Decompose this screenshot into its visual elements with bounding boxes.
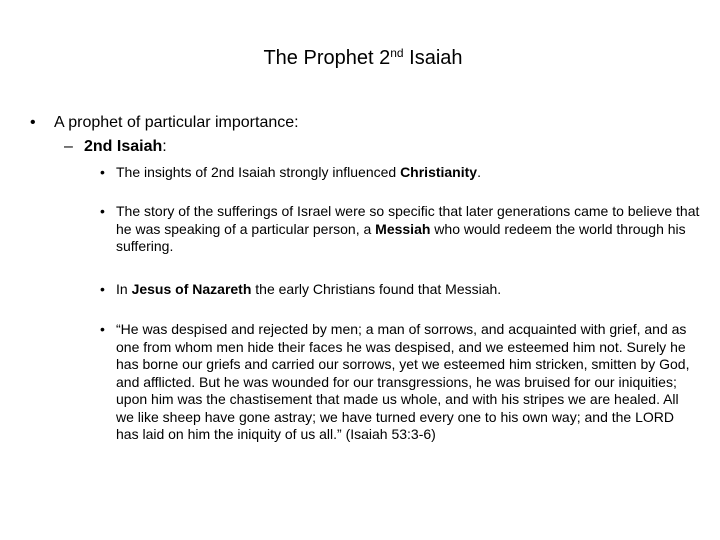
quote-text: “He was despised and rejected by men; a man of sorrows, and acquainted with grief, and as one from whom men hide their faces he was despised, and we esteemed him not. Surely he has borne our griefs and carried our sorrows, yet we esteemed him stricken, smitten by God, and afflicted. But he was wounded for our transgressions, he was bruised for our iniquities; upon him was the chastisement that made us whole, and with his stripes we are healed. All we like sheep have gone astray; we have turned every one to his own way; and the LORD has laid on him the iniquity of us all.” (Isaiah 53:3-6) bbox=[116, 321, 690, 442]
slide-title bbox=[0, 44, 720, 72]
dash-marker: – bbox=[64, 138, 73, 155]
bullet-item-messiah bbox=[100, 203, 700, 256]
item-text-post: who would redeem the world through his suffering. bbox=[116, 220, 686, 254]
item-text bbox=[116, 164, 700, 182]
bullet-item-quote bbox=[100, 321, 700, 444]
title-superscript: nd bbox=[390, 46, 404, 60]
item-text-bold: Messiah bbox=[375, 220, 431, 237]
title-text-rest: Isaiah bbox=[403, 47, 463, 69]
item-text-pre: The story of the sufferings of Israel were so specific that later generations came to believe that he was speaking of a particular person, a bbox=[116, 203, 700, 237]
item-text-bold: Christianity bbox=[400, 164, 478, 180]
bullet-marker: • bbox=[100, 321, 105, 337]
item-text-pre: The insights of 2nd Isaiah strongly influenced bbox=[116, 164, 401, 180]
bullet-marker: • bbox=[30, 114, 36, 131]
item-text bbox=[116, 281, 700, 299]
title-text: The Prophet 2 bbox=[263, 47, 391, 69]
bullet-level2-rest: : bbox=[162, 138, 167, 155]
bullet-item-jesus bbox=[100, 281, 700, 299]
bullet-level2 bbox=[64, 137, 167, 157]
bullet-marker: • bbox=[100, 203, 105, 219]
item-text-post: the early Christians found that Messiah. bbox=[251, 281, 502, 297]
bullet-item-christianity bbox=[100, 164, 700, 182]
item-text-bold: Jesus of Nazareth bbox=[131, 281, 252, 297]
item-text-pre: In bbox=[116, 281, 132, 297]
bullet-level2-bold: 2nd Isaiah bbox=[84, 138, 163, 155]
item-text bbox=[116, 203, 700, 256]
item-text-post: . bbox=[477, 164, 481, 180]
bullet-marker: • bbox=[100, 281, 105, 297]
bullet-level1-text: A prophet of particular importance: bbox=[54, 114, 299, 131]
bullet-marker: • bbox=[100, 164, 105, 180]
